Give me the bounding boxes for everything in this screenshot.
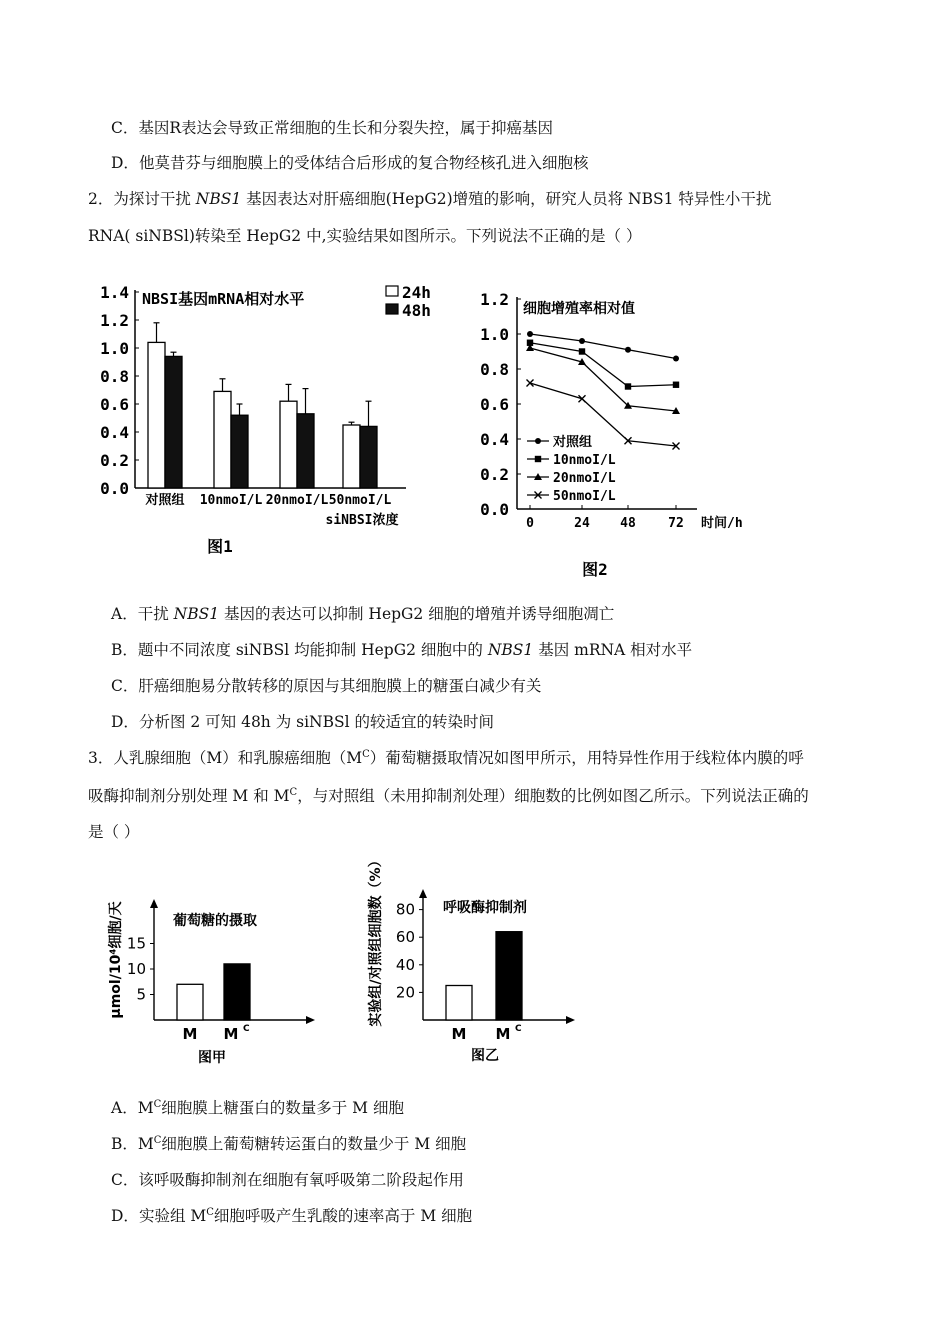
x-tick-label: M: [495, 1025, 511, 1043]
data-point: [527, 331, 533, 337]
bar: [446, 986, 472, 1021]
x-axis-arrow: [566, 1016, 575, 1024]
y-tick-label: 0.6: [100, 395, 129, 414]
legend-label: 50nmoI/L: [553, 489, 616, 504]
chart-title: NBSI基因mRNA相对水平: [142, 290, 305, 308]
y-tick-label: 0.4: [100, 423, 129, 442]
data-point: [625, 347, 631, 353]
y-tick-label: 0.6: [480, 395, 509, 414]
y-axis-arrow: [150, 899, 158, 908]
series-line: [530, 348, 676, 411]
q2-option-d: D．分析图 2 可知 48h 为 siNBSl 的较适宜的转染时间: [111, 713, 495, 731]
legend-swatch: [386, 304, 398, 314]
data-point: [535, 456, 541, 462]
figure-caption: 图2: [582, 560, 608, 579]
figure-yi-bar-chart: [360, 850, 590, 1070]
q3-stem-line1: 3．人乳腺细胞（M）和乳腺癌细胞$(M^C)$葡萄糖摄取情况如图甲所示，用特异性作用于线粒体内膜的呼: [88, 748, 804, 767]
x-tick-label: 10nmoI/L: [199, 493, 263, 508]
x-tick-label: M: [223, 1025, 239, 1043]
y-tick-label: 5: [136, 985, 146, 1004]
q3-stem-line3: 是（ ）: [88, 823, 140, 841]
x-tick-label: 0: [526, 516, 534, 531]
y-tick-label: 0.0: [100, 479, 129, 498]
x-tick-label: 20nmoI/L: [265, 493, 329, 508]
y-tick-label: 10: [126, 960, 146, 978]
legend-label: 对照组: [553, 435, 593, 450]
y-tick-label: 1.2: [480, 290, 509, 309]
x-tick-label: 24: [574, 516, 590, 531]
q1-option-c: C．基因R表达会导致正常细胞的生长和分裂失控，属于抑癌基因: [111, 119, 554, 137]
y-tick-label: 20: [395, 983, 415, 1002]
figure-jia-bar-chart: [100, 890, 330, 1070]
data-point: [579, 348, 585, 354]
figure-2-line-chart: [465, 285, 765, 579]
bar: [231, 415, 248, 488]
y-tick-label: 0.0: [480, 500, 509, 519]
q3-option-b: B．$M^C$细胞膜上葡萄糖转运蛋白的数量少于 M 细胞: [111, 1134, 467, 1153]
y-tick-label: 0.2: [100, 451, 129, 470]
q1-option-d: D．他莫昔芬与细胞膜上的受体结合后形成的复合物经核孔进入细胞核: [111, 154, 589, 172]
x-tick-label: 48: [620, 516, 636, 531]
x-axis-label: siNBSI浓度: [325, 513, 399, 528]
legend-label: 48h: [402, 301, 431, 320]
data-point: [673, 356, 679, 362]
data-point: [673, 382, 679, 388]
q3-option-d: D．实验组 $M^C$细胞呼吸产生乳酸的速率高于 M 细胞: [111, 1206, 473, 1225]
bar: [148, 342, 165, 488]
data-point: [527, 380, 534, 387]
series-line: [530, 343, 676, 387]
y-tick-label: 0.8: [100, 367, 129, 386]
data-point: [579, 395, 586, 402]
y-tick-label: 15: [126, 934, 146, 953]
data-point: [579, 338, 585, 344]
q2-option-c: C．肝癌细胞易分散转移的原因与其细胞膜上的糖蛋白减少有关: [111, 677, 542, 695]
figure-caption: 图1: [207, 537, 233, 556]
x-tick-label: M: [451, 1025, 467, 1043]
x-tick-label: 50nmoI/L: [328, 493, 392, 508]
bar: [165, 356, 182, 488]
figure-1-bar-chart: [90, 280, 431, 570]
chart-title: 呼吸酶抑制剂: [443, 900, 527, 916]
x-tick-label: 72: [668, 516, 684, 531]
bar: [360, 426, 377, 488]
y-axis-label: 实验组/对照组细胞数（%）: [368, 853, 384, 1027]
x-tick-label-sup: C: [243, 1024, 250, 1034]
bar: [297, 414, 314, 488]
chart-title: 葡萄糖的摄取: [173, 913, 257, 929]
x-axis-arrow: [306, 1016, 315, 1024]
y-tick-label: 0.4: [480, 430, 509, 449]
y-tick-label: 1.2: [100, 311, 129, 330]
x-tick-label: 对照组: [145, 493, 185, 508]
y-tick-label: 1.0: [480, 325, 509, 344]
q2-option-a: A．干扰 NBS1 基因的表达可以抑制 HepG2 细胞的增殖并诱导细胞凋亡: [111, 605, 615, 623]
y-tick-label: 1.4: [100, 283, 129, 302]
series-line: [530, 383, 676, 446]
figure-caption: 图甲: [198, 1050, 226, 1066]
legend-swatch: [386, 286, 398, 296]
legend-label: 10nmoI/L: [553, 453, 616, 468]
data-point: [535, 438, 541, 444]
y-tick-label: 0.8: [480, 360, 509, 379]
data-point: [625, 383, 631, 389]
bar: [214, 391, 231, 488]
x-tick-label: M: [182, 1025, 198, 1043]
q3-option-c: C．该呼吸酶抑制剂在细胞有氧呼吸第二阶段起作用: [111, 1171, 464, 1189]
bar: [496, 932, 522, 1020]
q2-stem-line2: RNA( siNBSl)转染至 HepG2 中,实验结果如图所示。下列说法不正确的是（ ）: [88, 227, 642, 245]
bar: [177, 984, 203, 1020]
bar: [343, 425, 360, 488]
q2-stem-line1: 2．为探讨干扰 NBS1 基因表达对肝癌细胞(HepG2)增殖的影响，研究人员将 NBS1 特异性小干扰: [88, 190, 772, 208]
q2-option-b: B．题中不同浓度 siNBSl 均能抑制 HepG2 细胞中的 NBS1 基因 mRNA 相对水平: [111, 641, 693, 659]
bar: [280, 401, 297, 488]
q3-stem-line2: 吸酶抑制剂分别处理 M 和 $M^C$，与对照组（未用抑制剂处理）细胞数的比例如图乙所示。下列说法正确的: [88, 786, 809, 805]
y-tick-label: 40: [395, 955, 415, 974]
bar: [224, 964, 250, 1020]
y-tick-label: 80: [395, 900, 415, 919]
legend-label: 20nmoI/L: [553, 471, 616, 486]
y-tick-label: 0.2: [480, 465, 509, 484]
y-axis-label: μmol/10⁴细胞/天: [108, 901, 124, 1019]
x-axis-label: 时间/h: [701, 516, 743, 531]
q3-option-a: A．$M^C$细胞膜上糖蛋白的数量多于 M 细胞: [111, 1098, 404, 1117]
y-tick-label: 60: [395, 928, 415, 947]
chart-title: 细胞增殖率相对值: [523, 301, 635, 317]
x-tick-label-sup: C: [515, 1024, 522, 1034]
y-axis-arrow: [419, 889, 427, 898]
legend-label: 24h: [402, 283, 431, 302]
y-tick-label: 1.0: [100, 339, 129, 358]
figure-caption: 图乙: [471, 1048, 499, 1064]
